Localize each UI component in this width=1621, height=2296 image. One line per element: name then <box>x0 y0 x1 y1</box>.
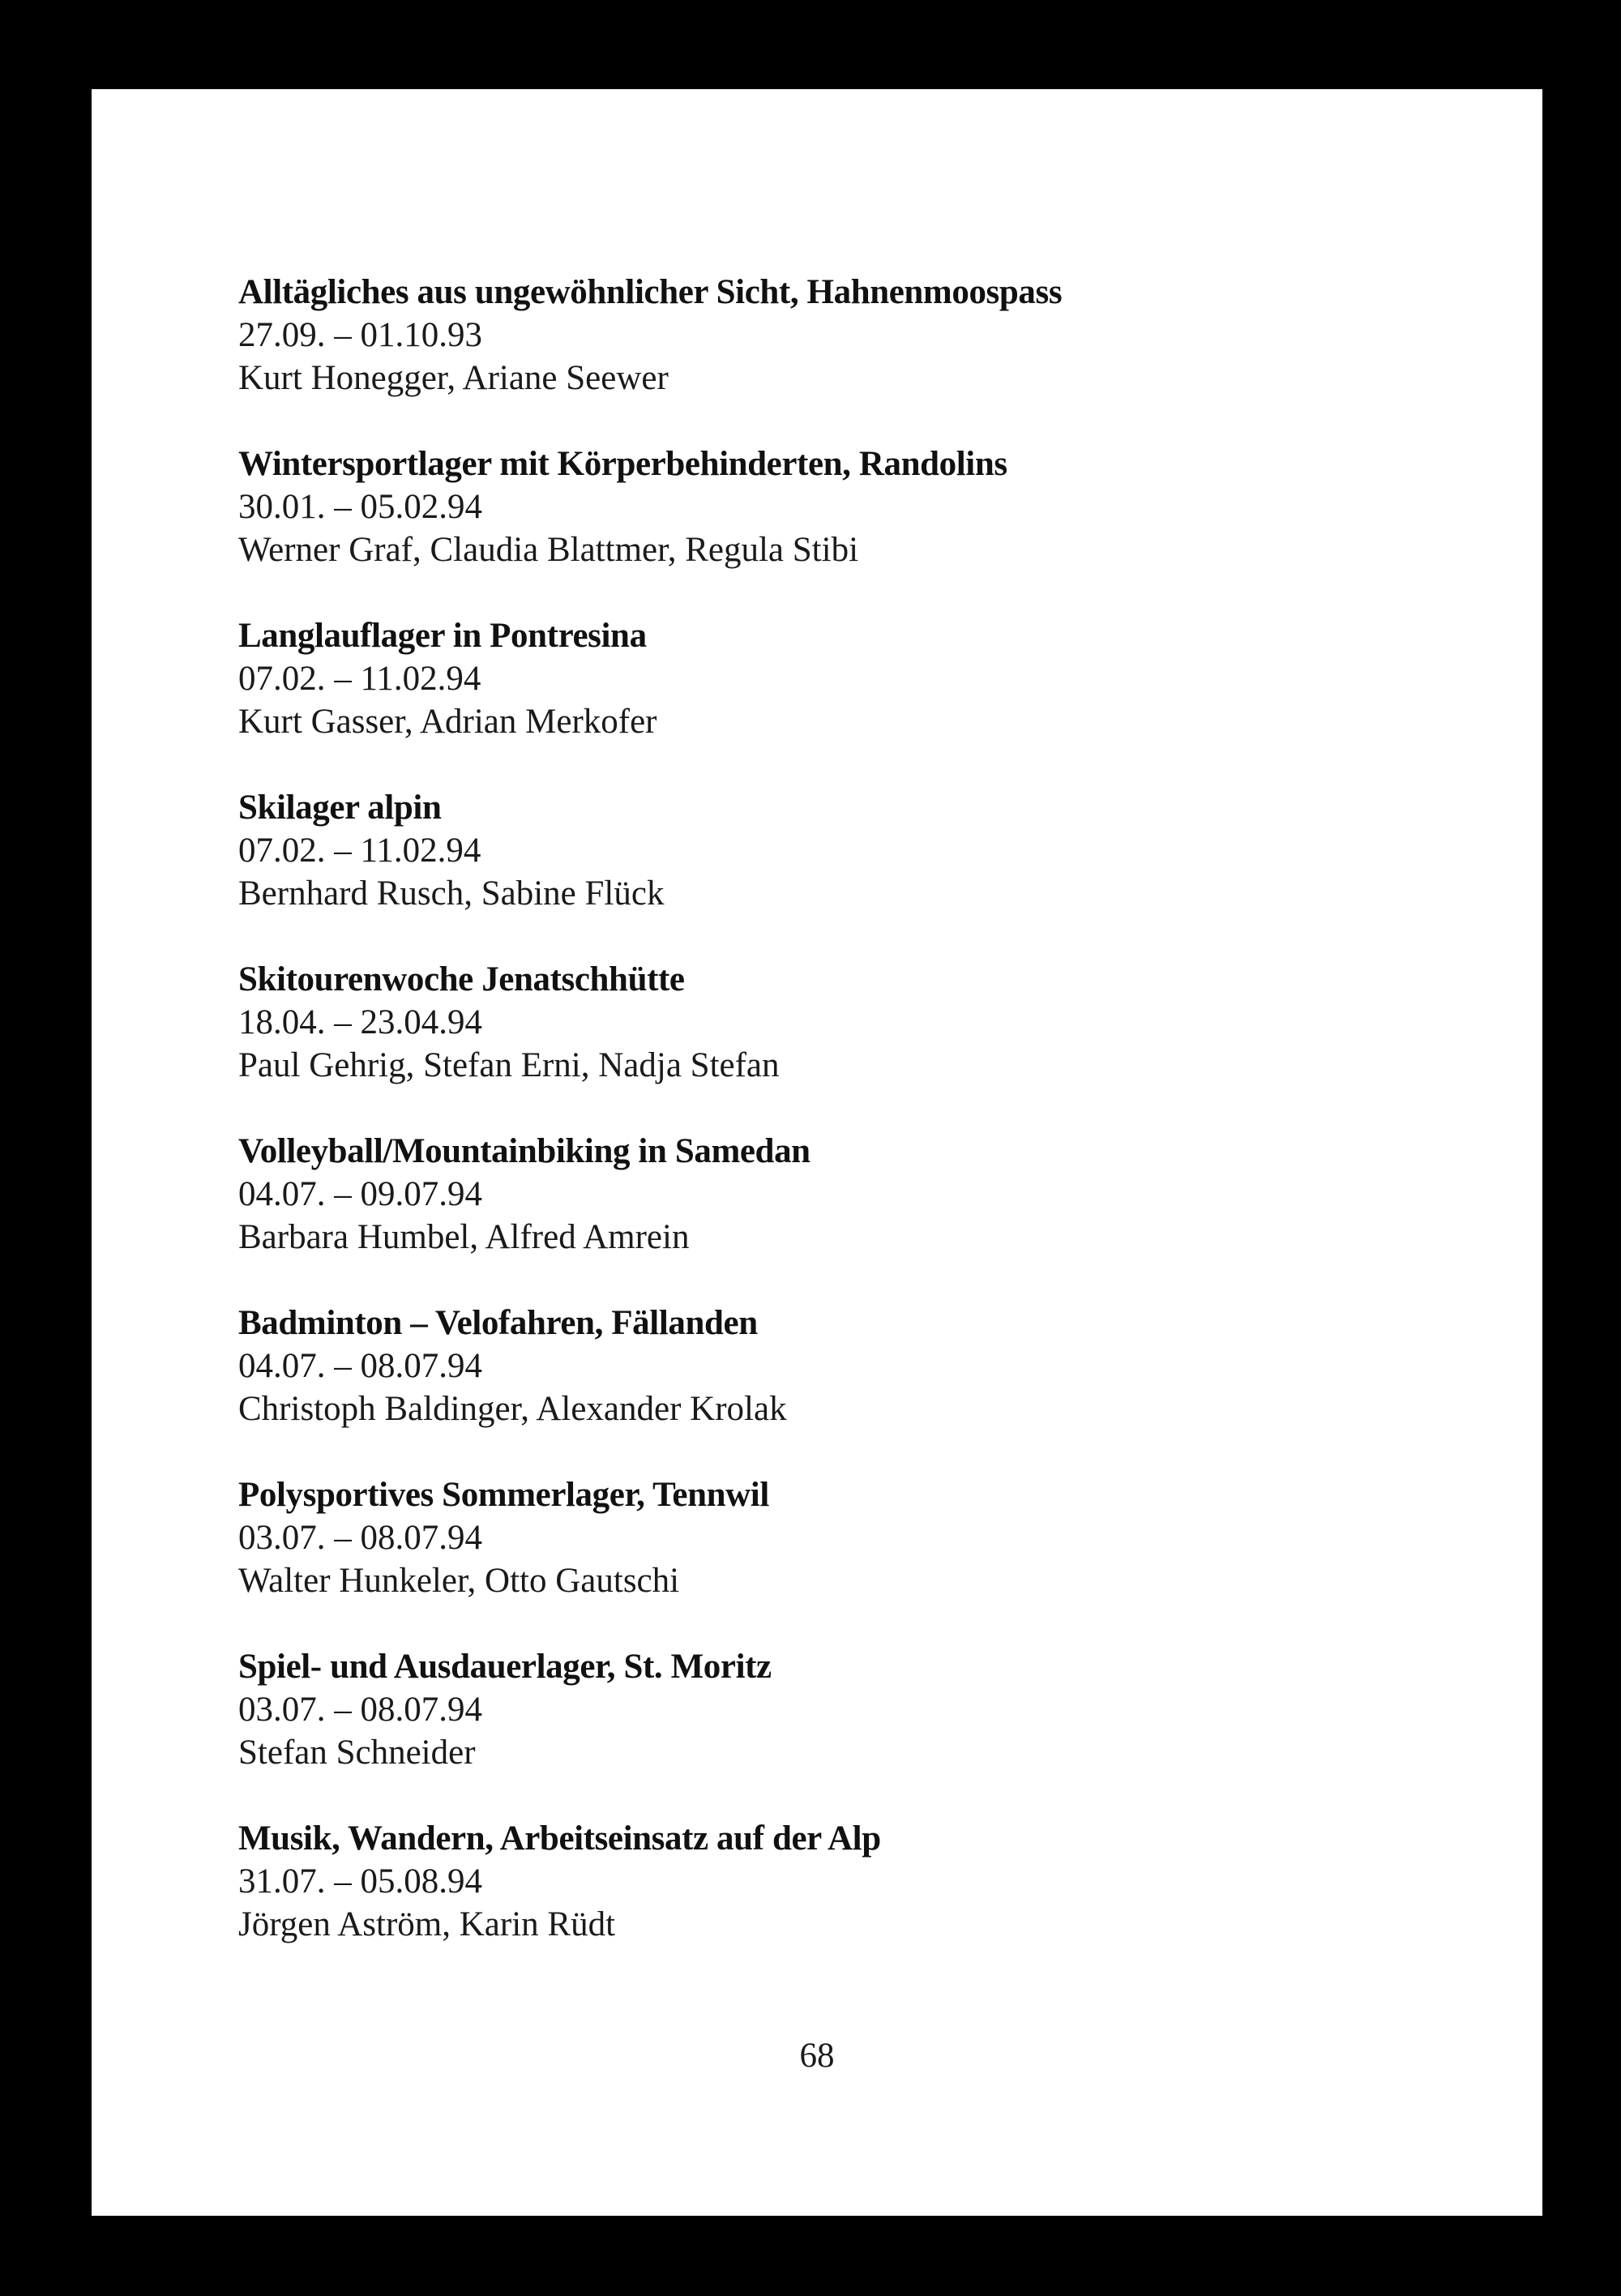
camp-title: Wintersportlager mit Körperbehinderten, Randolins <box>238 445 1007 483</box>
camp-entry <box>238 1473 1454 1645</box>
camp-entry <box>238 614 1454 786</box>
camp-title: Volleyball/Mountainbiking in Samedan <box>238 1132 810 1170</box>
camp-title: Badminton – Velofahren, Fällanden <box>238 1304 758 1342</box>
camp-entry <box>238 1817 1454 1989</box>
camp-leaders: Walter Hunkeler, Otto Gautschi <box>238 1562 680 1600</box>
camp-entry <box>238 1302 1454 1473</box>
camp-leaders: Kurt Honegger, Ariane Seewer <box>238 359 669 397</box>
camp-title: Polysportives Sommerlager, Tennwil <box>238 1476 769 1514</box>
camp-title: Skilager alpin <box>238 789 442 827</box>
document-page <box>92 89 1542 2216</box>
camp-title: Musik, Wandern, Arbeitseinsatz auf der Alp <box>238 1819 881 1858</box>
camp-dates: 04.07. – 08.07.94 <box>238 1347 482 1385</box>
camp-title: Skitourenwoche Jenatschhütte <box>238 960 685 998</box>
camp-leaders: Kurt Gasser, Adrian Merkofer <box>238 703 657 741</box>
camp-list <box>238 271 1454 1989</box>
camp-leaders: Werner Graf, Claudia Blattmer, Regula Stibi <box>238 531 859 569</box>
camp-entry <box>238 1645 1454 1817</box>
camp-dates: 30.01. – 05.02.94 <box>238 488 482 526</box>
camp-title: Alltägliches aus ungewöhnlicher Sicht, Hahnenmoospass <box>238 273 1063 311</box>
camp-title: Spiel- und Ausdauerlager, St. Moritz <box>238 1648 772 1686</box>
page-number: 68 <box>799 2037 835 2075</box>
camp-entry <box>238 786 1454 958</box>
camp-dates: 07.02. – 11.02.94 <box>238 832 481 870</box>
camp-leaders: Stefan Schneider <box>238 1734 476 1772</box>
camp-leaders: Christoph Baldinger, Alexander Krolak <box>238 1390 787 1428</box>
camp-leaders: Bernhard Rusch, Sabine Flück <box>238 874 665 913</box>
camp-dates: 31.07. – 05.08.94 <box>238 1862 482 1901</box>
camp-dates: 03.07. – 08.07.94 <box>238 1691 482 1729</box>
camp-entry <box>238 271 1454 443</box>
camp-dates: 18.04. – 23.04.94 <box>238 1003 482 1041</box>
camp-title: Langlauflager in Pontresina <box>238 617 647 655</box>
camp-leaders: Paul Gehrig, Stefan Erni, Nadja Stefan <box>238 1046 780 1084</box>
camp-dates: 04.07. – 09.07.94 <box>238 1175 482 1213</box>
camp-leaders: Barbara Humbel, Alfred Amrein <box>238 1218 690 1256</box>
camp-entry <box>238 958 1454 1130</box>
camp-dates: 27.09. – 01.10.93 <box>238 316 482 354</box>
camp-entry <box>238 1130 1454 1302</box>
camp-entry <box>238 443 1454 614</box>
camp-dates: 03.07. – 08.07.94 <box>238 1519 482 1557</box>
camp-leaders: Jörgen Aström, Karin Rüdt <box>238 1905 616 1943</box>
camp-dates: 07.02. – 11.02.94 <box>238 660 481 698</box>
